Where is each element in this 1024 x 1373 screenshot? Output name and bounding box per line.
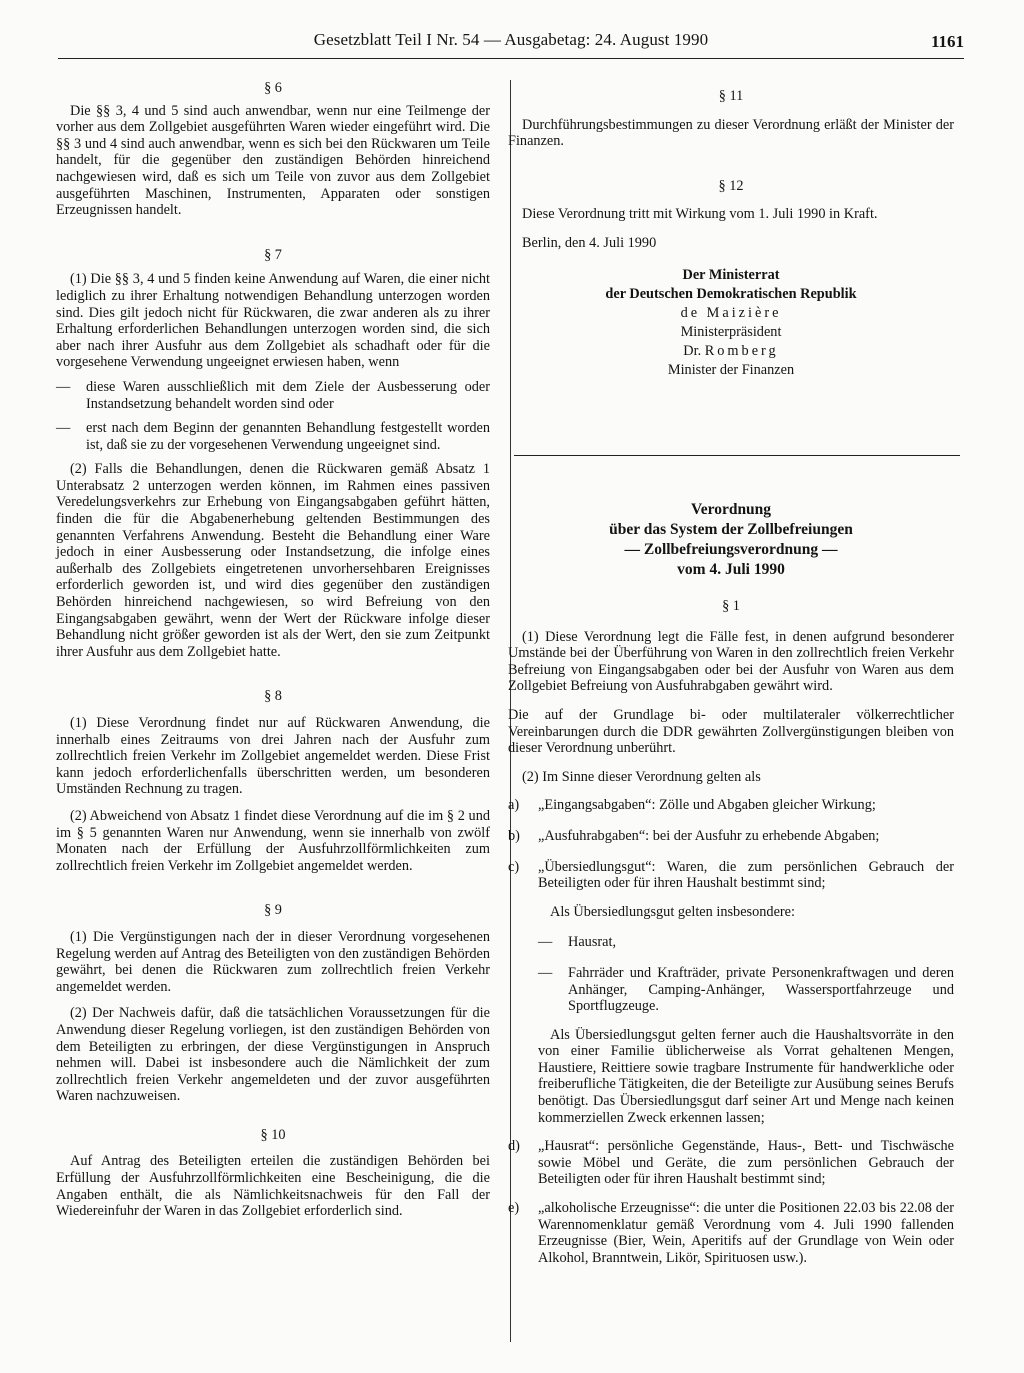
section-8-heading: § 8 [264, 688, 282, 705]
item-text: „Eingangsabgaben“: Zölle und Abgaben gleicher Wirkung; [538, 797, 876, 814]
item-c-subparagraph-2: Als Übersiedlungsgut gelten ferner auch die Haushaltsvorräte in den von einer Familie üblicherweise als Vorrat gehaltenen Mengen, Haustiere, Reittiere sowie tragbare Instrumente für handwerkliche oder freiberufliche Tätigkeiten, die der Beteiligte zur Ausübung seines Berufs benötigt. Das Übersiedlungsgut darf seiner Art und Menge nach keinen kommerziellen Zweck erkennen lassen; [538, 1026, 954, 1126]
section-1-paragraph-2: (2) Im Sinne dieser Verordnung gelten als [522, 768, 761, 785]
dash-mark: — [538, 934, 553, 951]
item-marker: c) [508, 858, 520, 875]
section-9-heading: § 9 [264, 902, 282, 919]
section-1-paragraph-1b: Die auf der Grundlage bi- oder multilateraler völkerrechtlicher Vereinbarungen durch die DDR gewährten Zollvergünstigungen bleiben von dieser Verordnung unberührt. [508, 706, 954, 757]
ordinance-title-line-2: über das System der Zollbefreiungen [609, 521, 853, 538]
item-marker: e) [508, 1200, 520, 1217]
section-12-paragraph: Diese Verordnung tritt mit Wirkung vom 1. Juli 1990 in Kraft. [522, 206, 878, 223]
ordinance-title-line-1: Verordnung [690, 501, 772, 518]
dash-item-text: Fahrräder und Krafträder, private Personenkraftwagen und deren Anhänger, Camping-Anhänger, Wassersportfahrzeuge und Sportflugzeuge. [568, 964, 954, 1015]
definition-item-d [508, 1138, 954, 1188]
item-text: „Ausfuhrabgaben“: bei der Ausfuhr zu erhebende Abgaben; [538, 827, 880, 844]
section-11-paragraph: Durchführungsbestimmungen zu dieser Verordnung erläßt der Minister der Finanzen. [508, 116, 954, 150]
header-rule [58, 58, 964, 59]
item-marker: b) [508, 827, 520, 844]
section-12-heading: § 12 [718, 177, 744, 194]
section-7-dash-item [56, 379, 490, 412]
dash-mark: — [538, 964, 553, 981]
signatory-2-prefix: Dr. [683, 342, 702, 359]
signatory-1-name: de Maizière [680, 304, 782, 321]
section-6-paragraph: Die §§ 3, 4 und 5 sind auch anwendbar, wenn nur eine Teilmenge der vorher aus dem Zollgebiet ausgeführten Waren wieder eingeführt wird. Die §§ 3 und 4 sind auch anwendbar, wenn es sich bei den Rückwaren um Teile handelt, für die gegenüber den zuständigen Behörden hinreichend nachgewiesen wird, daß es sich um Teile von zuvor aus dem Zollgebiet ausgeführten Maschinen, Instrumenten, Apparaten oder sonstigen Erzeugnissen handelt. [56, 102, 490, 219]
item-marker: a) [508, 797, 520, 814]
item-marker: d) [508, 1138, 520, 1155]
ordinance-separator-rule [514, 455, 960, 456]
definition-item-a [508, 797, 954, 814]
section-8-paragraph-2: (2) Abweichend von Absatz 1 findet diese Verordnung auf die im § 2 und im § 5 genannten Waren nur Anwendung, wenn sie innerhalb von zwölf Monaten nach der Erfüllung der Ausfuhrzollförmlichkeiten zum zollrechtlich freien Verkehr im Zollgebiet angemeldet werden. [56, 807, 490, 874]
new-ordinance [508, 500, 954, 1274]
item-text: „Hausrat“: persönliche Gegenstände, Haus-, Bett- und Tischwäsche sowie Möbel und Geräte, die zum persönlichen Gebrauch der Beteiligten oder für ihren Haushalt bestimmt sind; [538, 1138, 954, 1188]
place-and-date: Berlin, den 4. Juli 1990 [522, 234, 657, 251]
dash-mark: — [56, 378, 71, 395]
section-9-paragraph-1: (1) Die Vergünstigungen nach der in dieser Verordnung vorgesehenen Regelung werden auf Antrag des Beteiligten von den zuständigen Behörden gewährt, bei denen die Rückwaren zum zollrechtlich freien Verkehr angemeldet werden. [56, 928, 490, 995]
section-1-heading: § 1 [722, 598, 740, 614]
item-c-dash-item [538, 965, 954, 1015]
signatory-2-name: Romberg [704, 342, 779, 359]
definition-item-c [508, 859, 954, 892]
definition-item-b [508, 828, 954, 845]
gazette-title: Gesetzblatt Teil I Nr. 54 — Ausgabetag: 24. August 1990 [313, 30, 709, 49]
definition-item-e [508, 1200, 954, 1266]
section-10-heading: § 10 [260, 1126, 286, 1143]
section-11-heading: § 11 [718, 88, 744, 104]
ordinance-title-line-3: — Zollbefreiungsverordnung — [624, 541, 838, 558]
section-6-heading: § 6 [264, 80, 282, 96]
section-7-heading: § 7 [264, 246, 282, 263]
item-text: „Übersiedlungsgut“: Waren, die zum persönlichen Gebrauch der Beteiligten oder für ihren Haushalt bestimmt sind; [538, 858, 954, 892]
section-7-paragraph-2: (2) Falls die Behandlungen, denen die Rückwaren gemäß Absatz 1 Unterabsatz 2 unterzogen werden können, im Rahmen eines passiven Veredelungsverkehrs zur Erhebung von Eingangsabgaben geführt hätten, finden die für die Abgabenerhebung geltenden Bestimmungen des genannten Verfahrens Anwendung. Besteht die Behandlung einer Ware jedoch in einer Ausbesserung oder Instandsetzung, die infolge eines außerhalb des Zollgebiets eingetretenen unvorhersehbaren Ereignisses erforderlich geworden ist, und wird dies gegenüber den zuständigen Behörden hinreichend nachgewiesen, so wird Befreiung von den Eingangsabgaben gewährt, wenn der Wert der Rückware infolge dieser Behandlung nicht größer geworden ist als der Wert, den sie zum Zeitpunkt ihrer Ausfuhr aus dem Zollgebiet hatte. [56, 461, 490, 660]
signatory-2-role: Minister der Finanzen [667, 361, 795, 378]
page-header [58, 30, 964, 54]
signature-block [508, 266, 954, 380]
signing-body-line-2: der Deutschen Demokratischen Republik [605, 285, 857, 302]
section-10-paragraph: Auf Antrag des Beteiligten erteilen die zuständigen Behörden bei Erfüllung der Ausfuhrzollförmlichkeiten eine Bescheinigung, die die Angaben enthält, die als Nämlichkeitsnachweis für den Fall der Wiedereinfuhr der Waren in das Zollgebiet erforderlich sind. [56, 1153, 490, 1220]
left-column [56, 80, 490, 1228]
dash-item-text: erst nach dem Beginn der genannten Behandlung festgestellt worden ist, daß sie zu der vorgesehenen Verwendung ungeeignet sind. [86, 420, 490, 453]
right-column [508, 80, 954, 380]
section-8-paragraph-1: (1) Diese Verordnung findet nur auf Rückwaren Anwendung, die innerhalb eines Zeitraums von drei Jahren nach der Ausfuhr zum zollrechtlich freien Verkehr im Zollgebiet angemeldet werden. Diese Frist kann jedoch erforderlichenfalls überschritten werden, um besonderen Umständen Rechnung zu tragen. [56, 715, 490, 798]
section-9-paragraph-2: (2) Der Nachweis dafür, daß die tatsächlichen Voraussetzungen für die Anwendung dieser Regelung vorliegen, ist den zuständigen Behörden von dem Beteiligten zu erbringen, der diese Vergünstigungen in Anspruch nehmen will. Dabei ist insbesondere auch die Nämlichkeit der zum zollrechtlich freien Verkehr angemeldeten und der zuvor ausgeführten Waren nachzuweisen. [56, 1005, 490, 1105]
ordinance-date: vom 4. Juli 1990 [677, 561, 785, 578]
signing-body-line-1: Der Ministerrat [682, 266, 780, 283]
section-7-dash-item [56, 420, 490, 453]
section-7-paragraph-1: (1) Die §§ 3, 4 und 5 finden keine Anwendung auf Waren, die einer nicht lediglich zu ihrer Erhaltung notwendigen Behandlung unterzogen worden sind. Dies gilt jedoch nicht für Rückwaren, die zwar anderen als zu ihrer Erhaltung erforderlichen Behandlungen unterzogen worden sind, die sich aber nach ihrer Ausfuhr aus dem Zollgebiet als schadhaft oder für die vorgesehene Verwendung ungeeignet erwiesen haben, wenn [56, 271, 490, 371]
dash-mark: — [56, 420, 71, 437]
item-text: „alkoholische Erzeugnisse“: die unter die Positionen 22.03 bis 22.08 der Warennomenklatur gemäß Verordnung vom 4. Juli 1990 fallenden Erzeugnisse (Bier, Wein, Aperitifs auf der Grundlage von Wein oder Alkohol, Branntwein, Likör, Spirituosen usw.). [538, 1200, 954, 1266]
item-c-subparagraph-1: Als Übersiedlungsgut gelten insbesondere: [550, 903, 795, 920]
section-1-paragraph-1: (1) Diese Verordnung legt die Fälle fest, in denen aufgrund besonderer Umstände bei der Überführung von Waren in den zollrechtlich freien Verkehr Befreiung von Eingangsabgaben oder bei der Ausfuhr von Waren aus dem Zollgebiet Befreiung von Ausfuhrabgaben gewährt wird. [508, 628, 954, 695]
item-c-dash-item [538, 934, 954, 951]
page-number: 1161 [930, 32, 964, 51]
signatory-1-role: Ministerpräsident [680, 323, 782, 340]
signatory-2-name-line [508, 342, 954, 361]
dash-item-text: diese Waren ausschließlich mit dem Ziele der Ausbesserung oder Instandsetzung behandelt worden sind oder [86, 378, 490, 412]
dash-item-text: Hausrat, [568, 934, 617, 951]
